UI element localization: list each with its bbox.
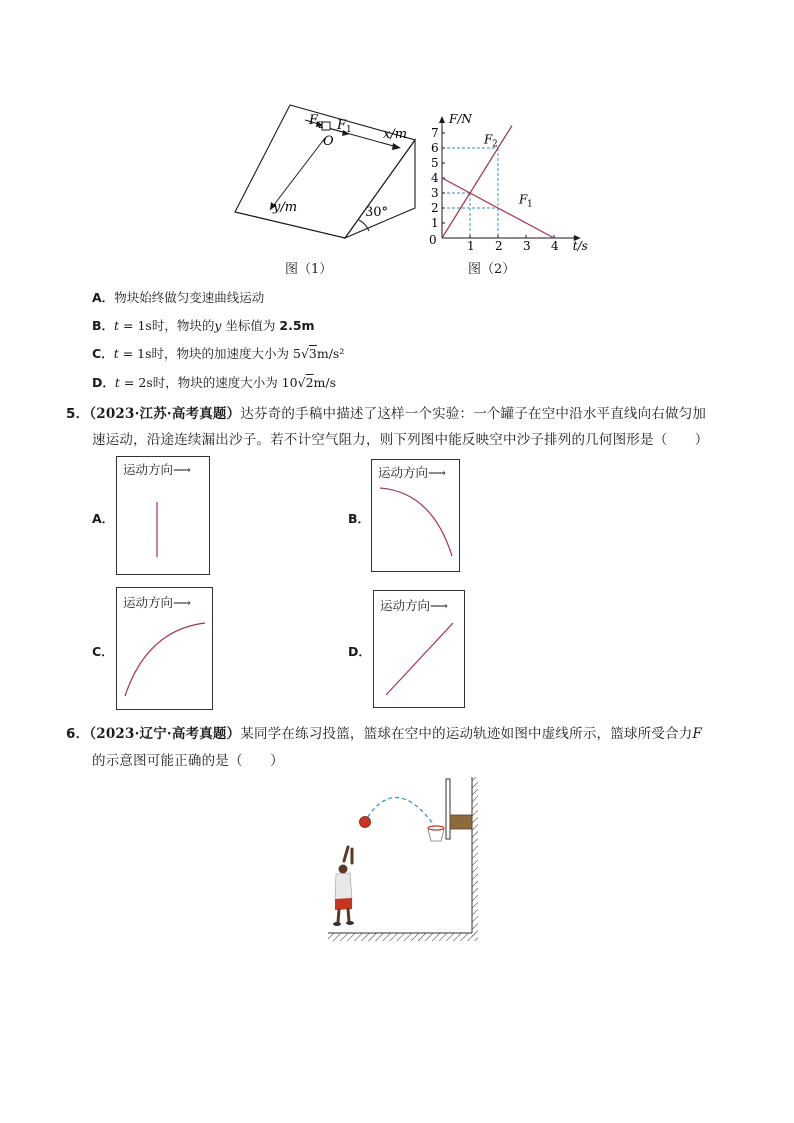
backboard — [446, 779, 450, 839]
option-text: = 1s时，物块的 — [119, 318, 215, 333]
wall — [472, 777, 478, 937]
direction-label: 运动方向⟶ — [123, 462, 191, 477]
arrow-right-icon: ⟶ — [430, 598, 448, 613]
option-text: = 1s时，物块的加速度大小为 5 — [118, 346, 301, 361]
trajectory-dashed — [364, 797, 434, 825]
question-number: 5． — [66, 406, 90, 422]
option-text: = 2s时，物块的速度大小为 10 — [119, 375, 298, 390]
time-var: t — [114, 375, 120, 390]
question-source: （2023·辽宁·高考真题） — [89, 726, 241, 742]
f2-label: F — [309, 113, 319, 128]
q5-stem-line1 — [66, 402, 706, 422]
y-tick-label: 3 — [431, 186, 439, 200]
player — [333, 847, 354, 926]
y-axis-label: y/m — [273, 200, 298, 215]
series-line-f2 — [442, 126, 512, 239]
direction-label: 运动方向⟶ — [378, 465, 446, 480]
option-unit: m/s — [313, 375, 336, 390]
direction-label: 运动方向⟶ — [380, 598, 448, 613]
trajectory-curve-down — [372, 460, 459, 571]
y-axis-arrow — [439, 116, 445, 123]
hoop — [428, 826, 444, 830]
x-tick-label: 4 — [551, 239, 559, 253]
choice-c-label[interactable]: C． — [92, 644, 114, 659]
y-tick-label: 5 — [431, 156, 439, 170]
choice-b-label[interactable]: B． — [348, 511, 371, 526]
f1-subscript: 1 — [346, 125, 352, 135]
option-letter: C． — [92, 346, 114, 361]
x-tick-label: 1 — [467, 239, 475, 253]
series-label-f1-sub: 1 — [527, 199, 533, 210]
incline-figure — [225, 100, 425, 250]
question-source: （2023·江苏·高考真题） — [89, 406, 241, 422]
x-axis-label: t/s — [572, 239, 588, 253]
option-letter: B． — [92, 318, 115, 333]
y-tick-label: 6 — [431, 141, 439, 155]
series-label-f2-sub: 2 — [492, 139, 498, 150]
ground — [328, 933, 478, 941]
hoop-bracket — [450, 815, 472, 829]
direction-label: 运动方向⟶ — [123, 595, 191, 610]
option-unit: m/s² — [316, 346, 345, 361]
choice-a-label[interactable]: A． — [92, 511, 115, 526]
choice-d-figure[interactable] — [373, 590, 465, 708]
option-a[interactable] — [92, 288, 264, 306]
option-letter: D． — [92, 375, 115, 390]
f2-subscript: 2 — [318, 121, 324, 131]
force-time-chart — [425, 95, 588, 253]
series-label-f1: F — [519, 192, 528, 207]
q5-stem-line2: 速运动，沿途连续漏出沙子。若不计空气阻力，则下列图中能反映空中沙子排列的几何图形是（ ） — [92, 432, 709, 448]
q6-stem-line1 — [66, 722, 702, 742]
sqrt-radicand: 3 — [308, 346, 317, 361]
choice-a-figure[interactable] — [116, 456, 210, 575]
series-label-f2: F — [484, 132, 493, 147]
angle-label: 30° — [365, 205, 389, 220]
sqrt-sign: √ — [300, 346, 309, 361]
option-text: 物块始终做匀变速曲线运动 — [114, 290, 265, 305]
sqrt-sign: √ — [297, 375, 306, 390]
trajectory-vertical — [117, 457, 209, 574]
x-axis-label: x/m — [383, 127, 408, 142]
question-text: 达芬奇的手稿中描述了这样一个实验：一个罐子在空中沿水平直线向右做匀加 — [240, 406, 707, 422]
force-var: F — [692, 726, 703, 742]
y-axis-label: F/N — [449, 112, 472, 126]
figure2-caption: 图（2） — [468, 262, 516, 277]
choice-d-label[interactable]: D． — [348, 644, 371, 659]
x-tick-label: 3 — [523, 239, 531, 253]
origin-label: 0 — [429, 233, 437, 247]
option-letter: A． — [92, 290, 115, 305]
option-b[interactable] — [92, 316, 315, 334]
question-number: 6． — [66, 726, 90, 742]
basketball — [360, 817, 371, 828]
f1-label: F — [337, 118, 347, 133]
option-text: 坐标值为 — [221, 318, 280, 333]
option-d[interactable] — [92, 373, 336, 391]
trajectory-curve-up — [117, 588, 212, 709]
basketball-illustration — [322, 775, 482, 945]
origin-label: O — [323, 134, 334, 149]
y-tick-label: 4 — [431, 171, 439, 185]
arrow-right-icon: ⟶ — [173, 595, 191, 610]
y-var: y — [214, 318, 222, 333]
question-text: 某同学在练习投篮，篮球在空中的运动轨迹如图中虚线所示，篮球所受合力 — [240, 726, 693, 742]
q6-stem-line2: 的示意图可能正确的是（ ） — [92, 753, 284, 769]
y-tick-label: 1 — [431, 216, 439, 230]
arrow-right-icon: ⟶ — [173, 462, 191, 477]
net — [428, 829, 444, 841]
y-tick-label: 7 — [431, 126, 439, 140]
arrow-right-icon: ⟶ — [428, 465, 446, 480]
x-tick-label: 2 — [495, 239, 503, 253]
choice-b-figure[interactable] — [371, 459, 460, 572]
trajectory-straight — [374, 591, 464, 707]
sqrt-radicand: 2 — [305, 375, 314, 390]
time-var: t — [114, 318, 120, 333]
option-c[interactable] — [92, 344, 344, 362]
time-var: t — [113, 346, 119, 361]
y-tick-label: 2 — [431, 201, 439, 215]
figure1-caption: 图（1） — [285, 262, 333, 277]
choice-c-figure[interactable] — [116, 587, 213, 710]
option-value: 2.5m — [279, 318, 315, 333]
